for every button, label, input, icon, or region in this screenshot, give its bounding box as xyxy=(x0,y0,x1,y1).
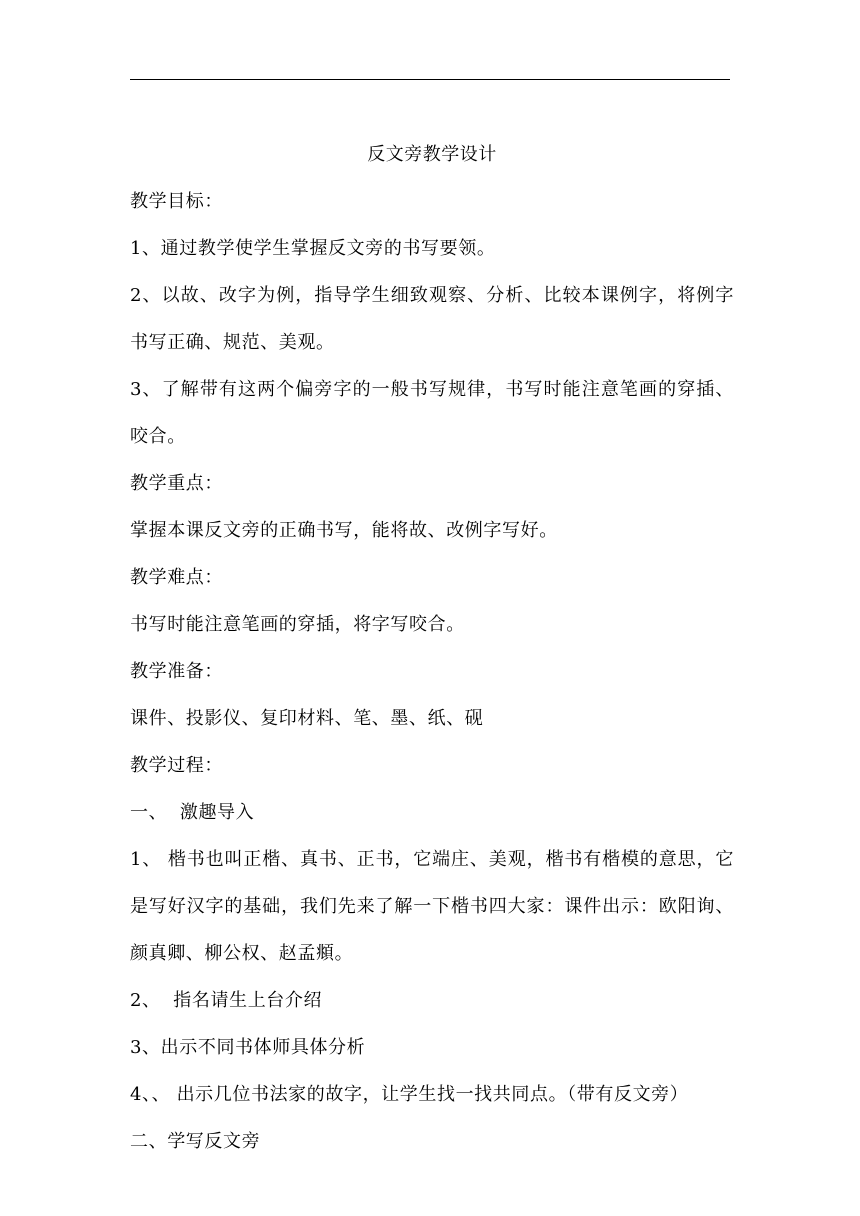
objective-item-2: 2、以故、改字为例，指导学生细致观察、分析、比较本课例字，将例字书写正确、规范、美观。 xyxy=(130,285,734,353)
process-step-1-item-2: 2、 指名请生上台介绍 xyxy=(130,990,323,1011)
process-step-1-item-3: 3、出示不同书体师具体分析 xyxy=(130,1037,366,1058)
process-step-1-item-1: 1、 楷书也叫正楷、真书、正书，它端庄、美观，楷书有楷模的意思，它是写好汉字的基础，我们先来了解一下楷书四大家：课件出示：欧阳询、颜真卿、柳公权、赵孟頫。 xyxy=(130,849,734,964)
header-rule xyxy=(130,79,730,80)
difficulties-text: 书写时能注意笔画的穿插，将字写咬合。 xyxy=(130,614,465,635)
objective-item-1: 1、通过教学使学生掌握反文旁的书写要领。 xyxy=(130,238,496,259)
key-points-text: 掌握本课反文旁的正确书写，能将故、改例字写好。 xyxy=(130,520,558,541)
section-heading-difficulties: 教学难点： xyxy=(130,567,223,588)
section-heading-preparation: 教学准备： xyxy=(130,661,223,682)
process-step-2-heading: 二、学写反文旁 xyxy=(130,1131,261,1152)
section-heading-objectives: 教学目标： xyxy=(130,191,223,212)
section-heading-process: 教学过程： xyxy=(130,755,223,776)
process-step-1-item-4: 4、、 出示几位书法家的故字，让学生找一找共同点。（带有反文旁） xyxy=(130,1084,689,1105)
preparation-text: 课件、投影仪、复印材料、笔、墨、纸、砚 xyxy=(130,708,484,729)
document-body xyxy=(130,131,734,1165)
section-heading-key-points: 教学重点： xyxy=(130,473,223,494)
process-step-1-heading: 一、 激趣导入 xyxy=(130,802,255,823)
objective-item-3: 3、了解带有这两个偏旁字的一般书写规律，书写时能注意笔画的穿插、咬合。 xyxy=(130,379,734,447)
document-title: 反文旁教学设计 xyxy=(367,144,497,165)
